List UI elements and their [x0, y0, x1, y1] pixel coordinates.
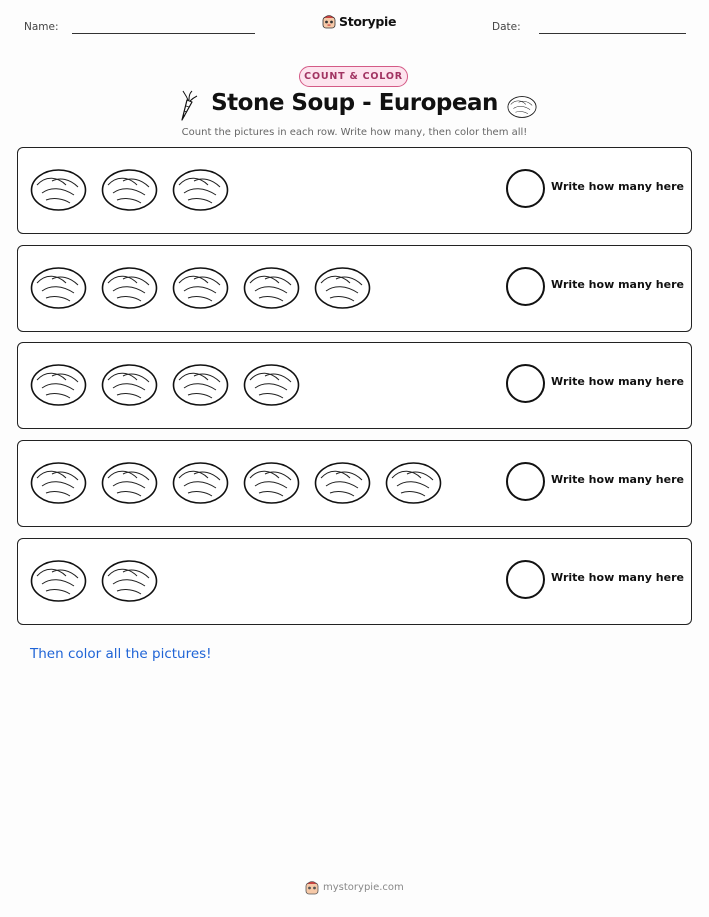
- worksheet-header: [0, 0, 709, 50]
- stone-icon: [30, 167, 87, 213]
- stone-group: [30, 558, 158, 604]
- answer-prompt: Write how many here: [551, 375, 684, 388]
- stone-group: [30, 362, 300, 408]
- stone-icon: [172, 265, 229, 311]
- stone-icon: [172, 167, 229, 213]
- count-row: [17, 538, 692, 625]
- stone-group: [30, 460, 442, 506]
- stone-icon: [243, 460, 300, 506]
- category-badge: COUNT & COLOR: [299, 66, 408, 87]
- title-block: [0, 90, 709, 126]
- stone-icon: [30, 265, 87, 311]
- stone-icon: [101, 265, 158, 311]
- name-label: Name:: [24, 21, 59, 33]
- footer: [305, 879, 404, 895]
- answer-prompt: Write how many here: [551, 473, 684, 486]
- count-row: [17, 147, 692, 234]
- answer-prompt: Write how many here: [551, 278, 684, 291]
- footer-url: mystorypie.com: [323, 881, 404, 893]
- count-row: [17, 342, 692, 429]
- answer-prompt: Write how many here: [551, 180, 684, 193]
- answer-circle[interactable]: [506, 169, 545, 208]
- brand-name: Storypie: [339, 13, 397, 29]
- stone-group: [30, 265, 371, 311]
- stone-icon: [507, 95, 537, 119]
- stone-icon: [172, 362, 229, 408]
- name-line: [72, 33, 255, 34]
- stone-icon: [101, 558, 158, 604]
- instructions-subtitle: Count the pictures in each row. Write how many, then color them all!: [181, 127, 528, 138]
- stone-icon: [385, 460, 442, 506]
- stone-icon: [30, 460, 87, 506]
- date-label: Date:: [492, 21, 521, 33]
- count-row: [17, 440, 692, 527]
- stone-icon: [314, 265, 371, 311]
- storypie-logo-icon: [322, 13, 336, 29]
- stone-icon: [101, 460, 158, 506]
- answer-circle[interactable]: [506, 364, 545, 403]
- stone-group: [30, 167, 229, 213]
- stone-icon: [101, 167, 158, 213]
- stone-icon: [172, 460, 229, 506]
- date-line: [539, 33, 686, 34]
- stone-icon: [243, 362, 300, 408]
- stone-icon: [101, 362, 158, 408]
- answer-circle[interactable]: [506, 560, 545, 599]
- stone-icon: [30, 558, 87, 604]
- brand: [322, 13, 396, 29]
- stone-icon: [30, 362, 87, 408]
- color-instruction: Then color all the pictures!: [30, 646, 212, 662]
- count-row: [17, 245, 692, 332]
- stone-icon: [314, 460, 371, 506]
- worksheet-title: Stone Soup - European: [211, 90, 498, 116]
- answer-circle[interactable]: [506, 462, 545, 501]
- answer-prompt: Write how many here: [551, 571, 684, 584]
- stone-icon: [243, 265, 300, 311]
- storypie-logo-icon: [305, 879, 319, 895]
- answer-circle[interactable]: [506, 267, 545, 306]
